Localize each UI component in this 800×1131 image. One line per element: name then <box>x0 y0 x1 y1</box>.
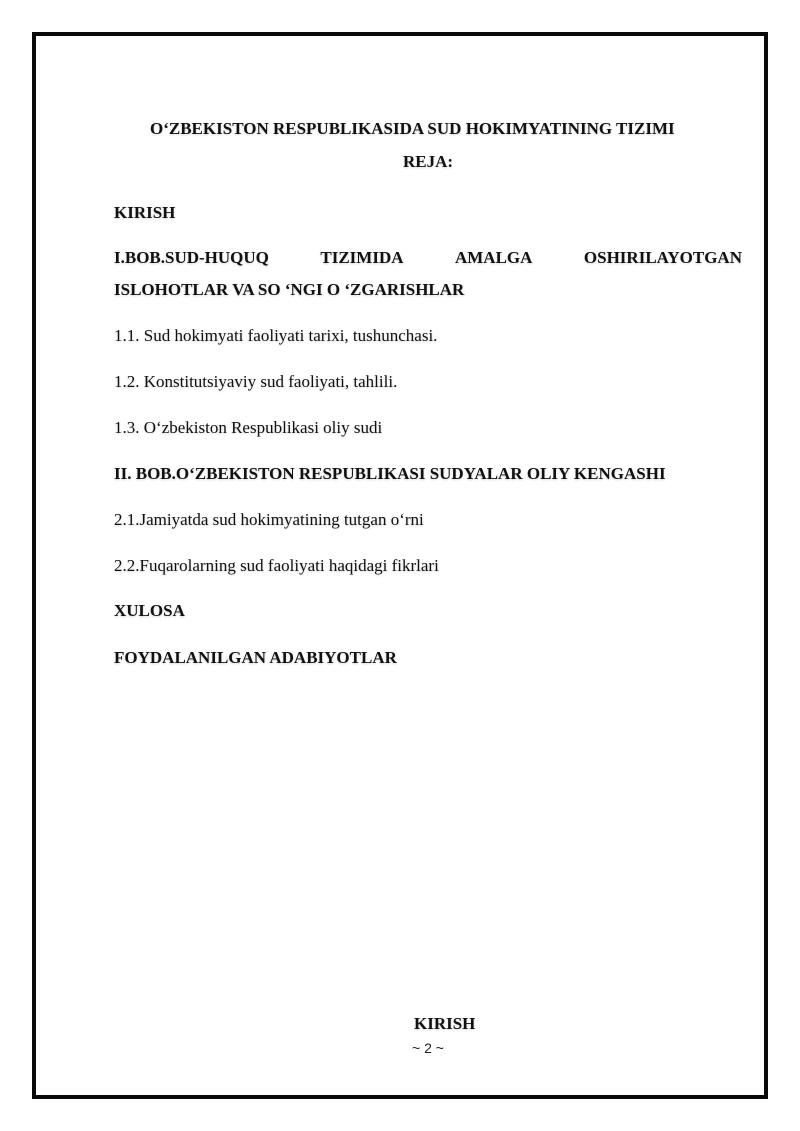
plan-heading: REJA: <box>402 152 454 171</box>
toc-intro: KIRISH <box>114 203 176 222</box>
page-number: ~ 2 ~ <box>412 1040 444 1056</box>
toc-section-1-2: 1.2. Konstitutsiyaviy sud faoliyati, tahlili. <box>114 372 398 391</box>
toc-conclusion: XULOSA <box>114 601 185 620</box>
toc-chapter1-title-cont: ISLOHOTLAR VA SO ‘NGI O ‘ZGARISHLAR <box>114 280 465 299</box>
toc-section-2-2: 2.2.Fuqarolarning sud faoliyati haqidagi fikrlari <box>114 556 439 575</box>
toc-chapter2-title: II. BOB.O‘ZBEKISTON RESPUBLIKASI SUDYALAR OLIY KENGASHI <box>114 464 666 483</box>
chapter1-word-4: OSHIRILAYOTGAN <box>583 248 742 267</box>
intro-section-heading: KIRISH <box>414 1014 476 1033</box>
chapter1-word-3: AMALGA <box>454 248 533 267</box>
toc-section-2-1: 2.1.Jamiyatda sud hokimyatining tutgan o‘rni <box>114 510 424 529</box>
toc-references: FOYDALANILGAN ADABIYOTLAR <box>114 648 397 667</box>
chapter1-word-1: I.BOB.SUD-HUQUQ <box>114 248 269 267</box>
toc-section-1-1: 1.1. Sud hokimyati faoliyati tarixi, tushunchasi. <box>114 326 438 345</box>
document-title: O‘ZBEKISTON RESPUBLIKASIDA SUD HOKIMYATINING TIZIMI <box>150 119 675 138</box>
toc-section-1-3: 1.3. O‘zbekiston Respublikasi oliy sudi <box>114 418 383 437</box>
toc-chapter1-title <box>114 248 742 268</box>
chapter1-word-2: TIZIMIDA <box>320 248 404 267</box>
